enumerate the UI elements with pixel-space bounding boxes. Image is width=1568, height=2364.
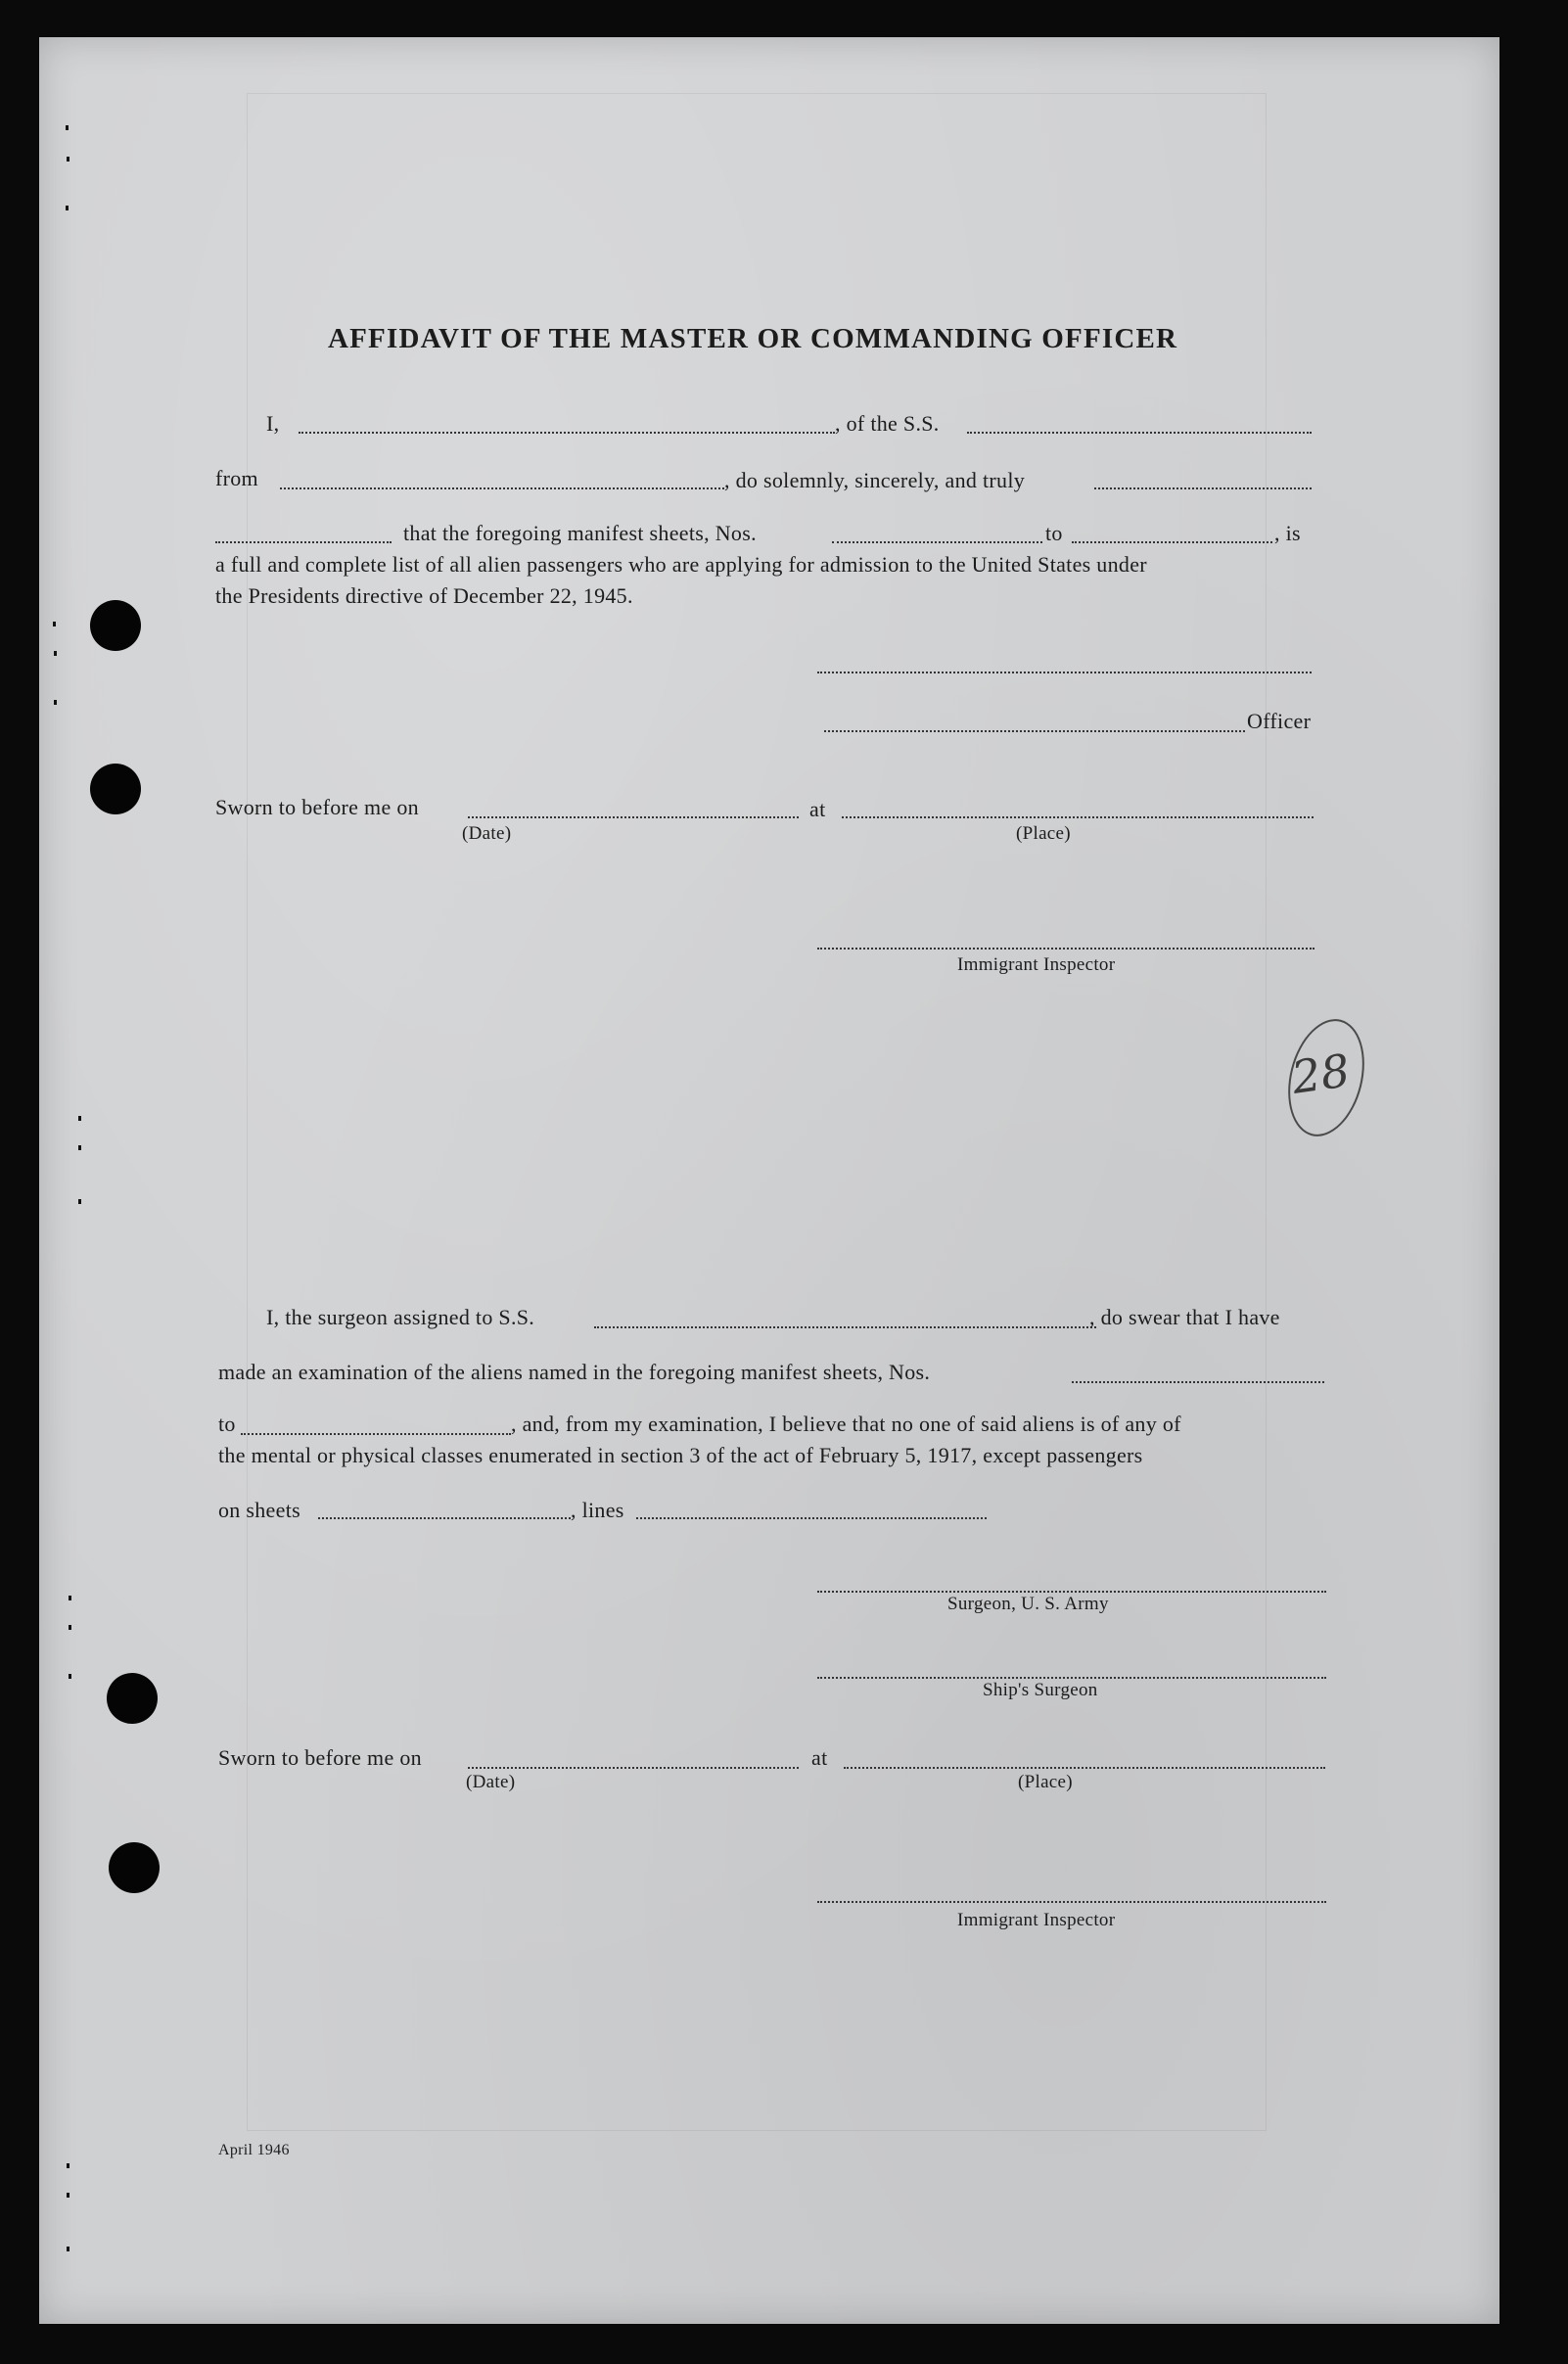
place-caption: (Place) [1016,823,1071,844]
tally-number: 28 [1288,1043,1354,1104]
sheets-from-field[interactable] [832,541,1042,543]
edge-tick [67,157,69,162]
edge-tick [78,1116,81,1121]
oath-continuation-field[interactable] [215,541,392,543]
edge-tick [54,700,57,705]
directive-line: the Presidents directive of December 22, 1945. [215,583,633,608]
edge-tick [78,1145,81,1150]
surgeon-sworn-place-field[interactable] [844,1767,1325,1769]
edge-tick [69,1596,71,1600]
edge-tick [78,1199,81,1204]
punch-hole [109,1842,160,1893]
surgeon-inspector-caption: Immigrant Inspector [957,1910,1116,1930]
swear-text: , do swear that I have [1089,1305,1280,1329]
inspector-caption: Immigrant Inspector [957,954,1116,975]
sheets-to-field[interactable] [1072,541,1272,543]
master-name-field[interactable] [299,432,835,434]
lines-label: , lines [571,1498,624,1522]
date-caption: (Date) [462,823,512,844]
oath-field[interactable] [1094,487,1312,489]
bleed-through-frame [247,93,1267,2131]
officer-signature-field[interactable] [824,730,1245,732]
examination-result: , and, from my examination, I believe that no one of said aliens is of any of [511,1412,1181,1436]
edge-tick [69,1625,71,1630]
inspector-signature-field[interactable] [817,948,1314,950]
punch-hole [107,1673,158,1724]
examination-line: made an examination of the aliens named in the foregoing manifest sheets, Nos. [218,1360,931,1384]
form-title: AFFIDAVIT OF THE MASTER OR COMMANDING OFFICER [328,323,1178,354]
surgeon-inspector-signature-field[interactable] [817,1901,1326,1903]
surgeon-intro: I, the surgeon assigned to S.S. [266,1305,535,1329]
punch-hole [90,600,141,651]
statement-line: a full and complete list of all alien passengers who are applying for admission to the United States under [215,552,1147,577]
is-text: , is [1274,521,1301,545]
sworn-place-field[interactable] [842,816,1314,818]
surgeon-at-label: at [811,1745,828,1770]
edge-tick [66,125,69,130]
exception-sheets-field[interactable] [318,1517,571,1519]
solemnly-text: , do solemnly, sincerely, and truly [724,468,1026,492]
edge-tick [67,2193,69,2198]
ships-surgeon-caption: Ship's Surgeon [983,1680,1098,1700]
army-surgeon-caption: Surgeon, U. S. Army [947,1594,1109,1614]
army-surgeon-signature-field[interactable] [817,1591,1326,1593]
officer-label: Officer [1247,709,1312,733]
surgeon-sworn-date-field[interactable] [468,1767,799,1769]
edge-tick [54,651,57,656]
form-revision-date: April 1946 [218,2142,290,2158]
surgeon-to-label: to [218,1412,236,1436]
surgeon-ship-field[interactable] [594,1326,1096,1328]
master-signature-field[interactable] [817,672,1312,673]
master-ship-field[interactable] [967,432,1312,434]
edge-tick [69,1674,71,1679]
surgeon-sworn-label: Sworn to before me on [218,1745,422,1770]
exception-lines-field[interactable] [636,1517,987,1519]
edge-tick [67,2247,69,2251]
edge-tick [53,622,56,626]
of-ss-label: , of the S.S. [835,411,940,436]
surgeon-sheets-to-field[interactable] [241,1433,511,1435]
surgeon-date-caption: (Date) [466,1772,516,1792]
ships-surgeon-signature-field[interactable] [817,1677,1326,1679]
surgeon-place-caption: (Place) [1018,1772,1073,1792]
on-sheets-label: on sheets [218,1498,300,1522]
surgeon-sheets-from-field[interactable] [1072,1381,1324,1383]
at-label: at [809,797,826,821]
section-line: the mental or physical classes enumerated in section 3 of the act of February 5, 1917, except passengers [218,1443,1143,1467]
sworn-date-field[interactable] [468,816,799,818]
master-i-label: I, [266,411,280,436]
manifest-sheets-text: that the foregoing manifest sheets, Nos. [403,521,757,545]
to-label: to [1045,521,1063,545]
punch-hole [90,764,141,814]
sworn-label: Sworn to before me on [215,795,419,819]
edge-tick [67,2163,69,2168]
edge-tick [66,206,69,210]
port-from-field[interactable] [280,487,724,489]
from-label: from [215,466,258,490]
